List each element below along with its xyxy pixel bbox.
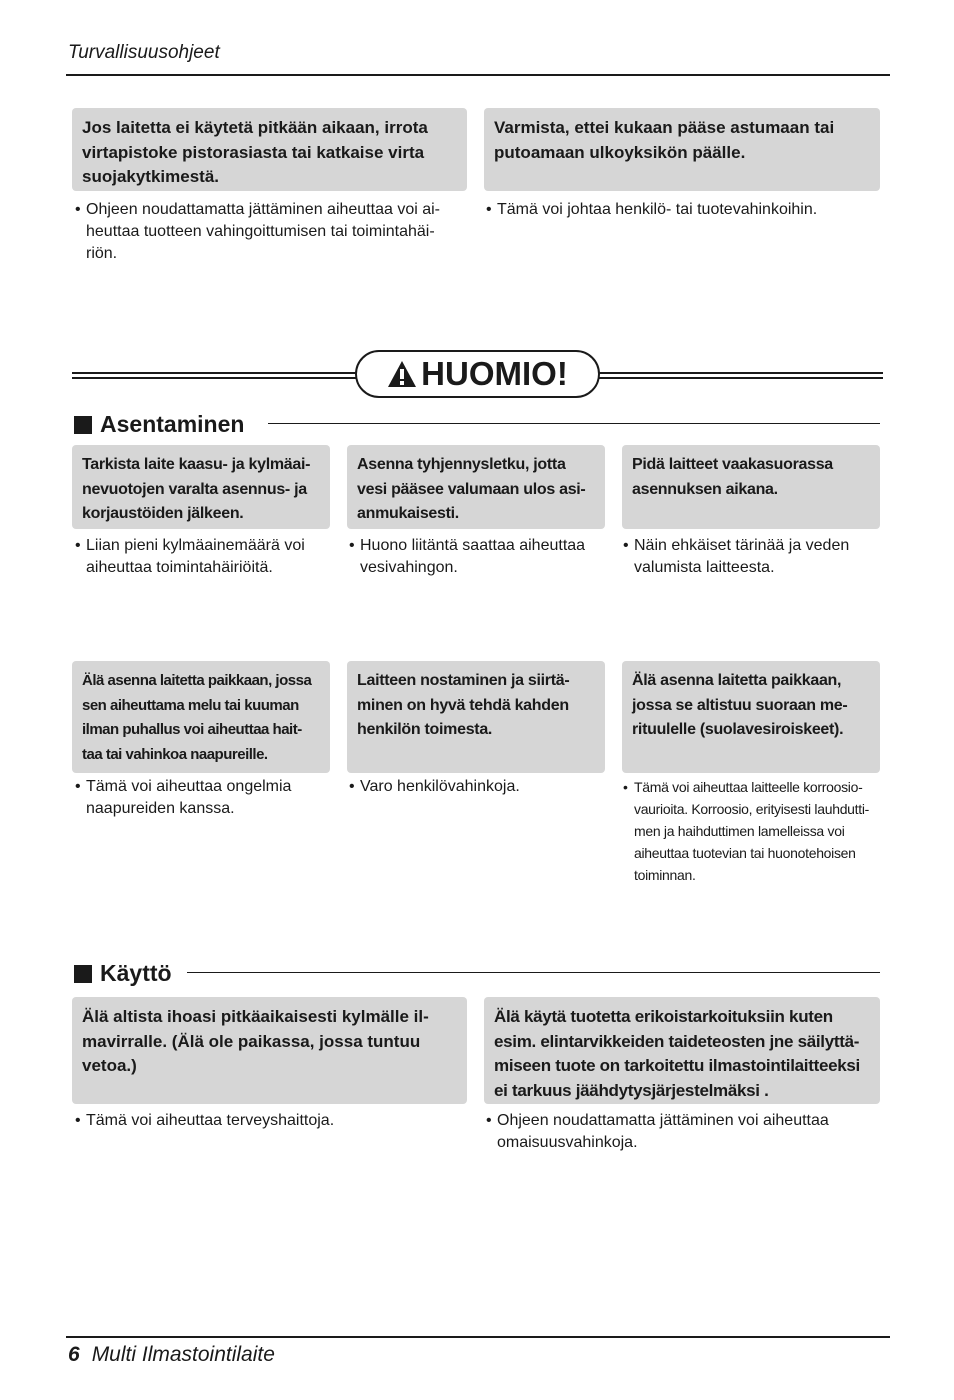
note-line: aiheuttaa tuotevian tai huonotehoisen bbox=[634, 845, 856, 861]
page-footer bbox=[68, 1343, 275, 1367]
warning-text-line: nevuotojen varalta asennus- ja bbox=[82, 480, 307, 498]
note-unplug bbox=[75, 199, 440, 265]
footer-title: Multi Ilmastointilaite bbox=[91, 1343, 275, 1366]
warning-text-line: ei tarkuus jäähdytysjärjestelmäksi . bbox=[494, 1080, 769, 1100]
warning-text-line: Varmista, ettei kukaan pääse astumaan tai bbox=[494, 118, 835, 137]
warning-box-outdoor-unit bbox=[484, 108, 880, 191]
page-number: 6 bbox=[68, 1343, 80, 1366]
warning-text-line: Tarkista laite kaasu- ja kylmäai- bbox=[82, 456, 311, 473]
section-title-text: Asentaminen bbox=[100, 411, 245, 437]
section-bullet-square bbox=[74, 965, 92, 983]
section-bullet-square bbox=[74, 416, 92, 434]
note-line: • Ohjeen noudattamatta jättäminen voi aiheuttaa bbox=[486, 1110, 829, 1132]
warning-text-line: vesi pääsee valumaan ulos asi- bbox=[357, 480, 586, 498]
note-line: omaisuusvahinkoja. bbox=[497, 1134, 638, 1151]
section-rule bbox=[268, 423, 880, 424]
note-leak-check bbox=[75, 535, 305, 579]
note-line: toiminnan. bbox=[634, 867, 696, 883]
note-drain-hose bbox=[349, 535, 585, 579]
section-heading-asentaminen bbox=[74, 411, 244, 438]
warning-box-noise bbox=[72, 661, 330, 773]
warning-text-line: Älä altista ihoasi pitkäaikaisesti kylmälle il- bbox=[82, 1007, 429, 1026]
note-line: • Tämä voi aiheuttaa ongelmia bbox=[75, 776, 291, 798]
note-line: heuttaa tuotteen vahingoittumisen tai toimintahäi- bbox=[86, 223, 435, 240]
banner-line-left-bottom bbox=[72, 377, 356, 379]
warning-box-sea-wind bbox=[622, 661, 880, 773]
warning-text-line: virtapistoke pistorasiasta tai katkaise virta bbox=[82, 142, 425, 162]
warning-text-line: minen on hyvä tehdä kahden bbox=[357, 696, 569, 714]
banner-line-right-top bbox=[599, 372, 883, 374]
warning-box-cold-air bbox=[72, 997, 467, 1104]
note-line: • Ohjeen noudattamatta jättäminen aiheuttaa voi ai- bbox=[75, 199, 440, 221]
note-line: • Näin ehkäiset tärinää ja veden bbox=[623, 535, 849, 557]
warning-box-drain-hose bbox=[347, 445, 605, 529]
warning-text-line: Pidä laitteet vaakasuorassa bbox=[632, 456, 833, 473]
warning-text-line: asennuksen aikana. bbox=[632, 480, 778, 498]
warning-box-unplug bbox=[72, 108, 467, 191]
note-line: • Tämä voi aiheuttaa terveyshaittoja. bbox=[75, 1110, 334, 1132]
warning-text-line: rituulelle (suolavesiroiskeet). bbox=[632, 721, 844, 738]
warning-text-line: mavirralle. (Älä ole paikassa, jossa tuntuu bbox=[82, 1031, 421, 1051]
page-header-title: Turvallisuusohjeet bbox=[68, 42, 220, 63]
warning-text-line: Jos laitetta ei käytetä pitkään aikaan, irrota bbox=[82, 118, 428, 137]
warning-text-line: suojakytkimestä. bbox=[82, 167, 220, 186]
note-line: • Huono liitäntä saattaa aiheuttaa bbox=[349, 535, 585, 557]
banner-line-right-bottom bbox=[599, 377, 883, 379]
note-line: • Liian pieni kylmäainemäärä voi bbox=[75, 535, 305, 557]
warning-text-line: miseen tuote on tarkoitettu ilmastointilaitteeksi bbox=[494, 1056, 860, 1075]
note-noise bbox=[75, 776, 291, 820]
warning-box-level-install bbox=[622, 445, 880, 529]
warning-text-line: esim. elintarvikkeiden taideteosten jne säilyttä- bbox=[494, 1031, 860, 1051]
banner-label: HUOMIO! bbox=[421, 355, 568, 392]
warning-text-line: Älä asenna laitetta paikkaan, jossa bbox=[82, 672, 312, 689]
section-title-text: Käyttö bbox=[100, 960, 172, 986]
warning-text-line: vetoa.) bbox=[82, 1056, 137, 1075]
note-two-person-lift bbox=[349, 776, 520, 798]
note-line: • Tämä voi johtaa henkilö- tai tuotevahinkoihin. bbox=[486, 199, 817, 221]
note-line: vesivahingon. bbox=[360, 559, 458, 576]
warning-text-line: taa tai vahinkoa naapureille. bbox=[82, 745, 268, 763]
note-line: vaurioita. Korroosio, erityisesti lauhdutti- bbox=[634, 801, 870, 817]
warning-box-leak-check bbox=[72, 445, 330, 529]
note-line: riön. bbox=[86, 245, 118, 262]
huomio-banner bbox=[355, 350, 600, 398]
warning-text-line: Älä asenna laitetta paikkaan, bbox=[632, 672, 842, 689]
warning-box-special-purpose bbox=[484, 997, 880, 1104]
warning-text-line: Laitteen nostaminen ja siirtä- bbox=[357, 672, 570, 689]
note-outdoor-unit bbox=[486, 199, 817, 221]
footer-divider bbox=[66, 1336, 890, 1338]
warning-text-line: korjaustöiden jälkeen. bbox=[82, 505, 244, 522]
note-line: • Varo henkilövahinkoja. bbox=[349, 776, 520, 798]
note-cold-air bbox=[75, 1110, 334, 1132]
warning-triangle-icon bbox=[387, 360, 417, 388]
warning-text-line: Älä käytä tuotetta erikoistarkoituksiin kuten bbox=[494, 1007, 833, 1026]
note-special-purpose bbox=[486, 1110, 829, 1154]
note-line: valumista laitteesta. bbox=[634, 559, 775, 576]
warning-text-line: putoamaan ulkoyksikön päälle. bbox=[494, 142, 746, 162]
warning-text-line: Asenna tyhjennysletku, jotta bbox=[357, 456, 566, 473]
warning-text-line: jossa se altistuu suoraan me- bbox=[632, 696, 848, 714]
warning-box-two-person-lift bbox=[347, 661, 605, 773]
note-sea-wind bbox=[623, 776, 869, 886]
note-line: • Tämä voi aiheuttaa laitteelle korroosio- bbox=[623, 776, 869, 798]
warning-text-line: anmukaisesti. bbox=[357, 505, 459, 522]
note-line: aiheuttaa toimintahäiriöitä. bbox=[86, 559, 273, 576]
header-divider bbox=[66, 74, 890, 76]
banner-line-left-top bbox=[72, 372, 356, 374]
warning-text-line: sen aiheuttama melu tai kuuman bbox=[82, 696, 299, 714]
section-rule bbox=[187, 972, 880, 973]
warning-text-line: ilman puhallus voi aiheuttaa hait- bbox=[82, 721, 302, 738]
warning-text-line: henkilön toimesta. bbox=[357, 721, 493, 738]
section-heading-kaytto bbox=[74, 960, 172, 987]
note-level-install bbox=[623, 535, 849, 579]
note-line: men ja haihduttimen lamelleissa voi bbox=[634, 823, 845, 839]
note-line: naapureiden kanssa. bbox=[86, 800, 235, 817]
